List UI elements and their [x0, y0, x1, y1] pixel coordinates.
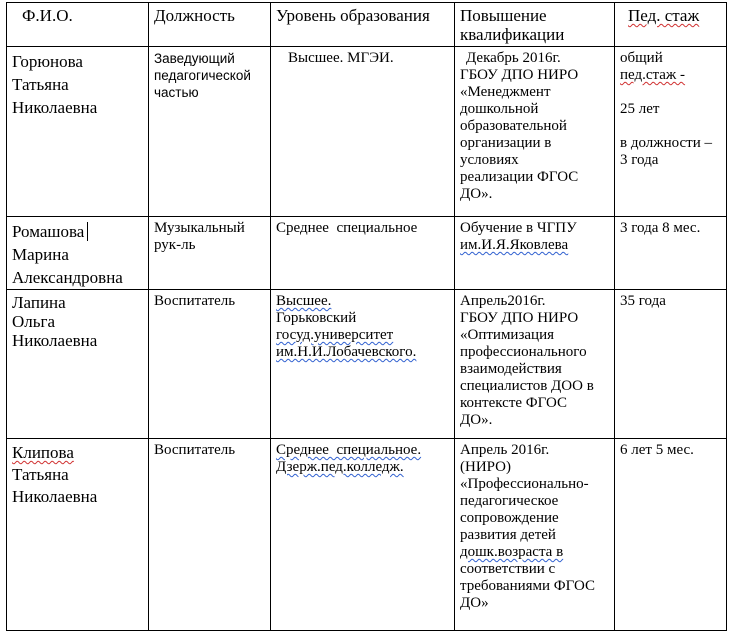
- name-line: [12, 220, 143, 243]
- name-text: Клипова: [12, 443, 74, 462]
- position-line: Воспитатель: [154, 293, 236, 309]
- header-name: Ф.И.О.: [7, 3, 149, 47]
- qualification-line: условиях: [460, 152, 519, 168]
- header-position: Должность: [149, 3, 271, 47]
- position-line: Музыкальный: [154, 220, 245, 236]
- qualification-line: реализации ФГОС: [460, 169, 579, 185]
- qualification-line: «Менеджмент: [460, 84, 551, 100]
- position-line: Заведующий: [154, 51, 235, 66]
- qualification-text: дошк.возраста в: [460, 544, 564, 560]
- cell-experience: [615, 439, 727, 631]
- experience-line: [620, 67, 721, 84]
- qualification-line: сопровождение: [460, 510, 559, 526]
- table-row: [7, 47, 727, 217]
- experience-line: 3 года 8 мес.: [620, 220, 701, 236]
- qualification-line: педагогическое: [460, 493, 559, 509]
- experience-line: 25 лет: [620, 101, 660, 117]
- cell-experience: [615, 47, 727, 217]
- qualification-line: ДО»: [460, 595, 489, 611]
- name-line: Горюнова: [12, 52, 83, 71]
- qualification-line: требованиями ФГОС: [460, 578, 595, 594]
- qualification-line: Обучение в ЧГПУ: [460, 220, 577, 236]
- staff-table: [6, 2, 727, 631]
- experience-line: в должности –: [620, 135, 713, 151]
- qualification-line: «Профессионально-: [460, 476, 589, 492]
- education-text: Среднее специальное.: [276, 442, 422, 458]
- qualification-line: (НИРО): [460, 459, 512, 475]
- header-experience-text: Пед. стаж: [628, 6, 700, 25]
- cell-name: [7, 290, 149, 439]
- name-line: Николаевна: [12, 98, 98, 117]
- cell-education: [271, 290, 455, 439]
- position-line: рук-ль: [154, 237, 196, 253]
- education-line: Высшее. МГЭИ.: [288, 50, 394, 66]
- experience-line: 35 года: [620, 293, 666, 309]
- qualification-line: соответствии с: [460, 561, 556, 577]
- education-line: [276, 293, 449, 310]
- qualification-text: им.И.Я.Яковлева: [460, 237, 569, 253]
- education-line: [276, 327, 449, 344]
- qualification-line: контексте ФГОС: [460, 395, 567, 411]
- name-line: Николаевна: [12, 331, 98, 350]
- name-line: Александровна: [12, 268, 123, 287]
- cell-qualification: [455, 290, 615, 439]
- name-line: Татьяна: [12, 465, 69, 484]
- education-line: [276, 459, 449, 476]
- name-text: Ромашова: [12, 222, 85, 241]
- position-line: Воспитатель: [154, 442, 236, 458]
- qualification-line: Апрель 2016г.: [460, 442, 550, 458]
- experience-line: 3 года: [620, 152, 659, 168]
- cell-position: [149, 217, 271, 290]
- name-line: Николаевна: [12, 487, 98, 506]
- qualification-line: [460, 544, 609, 561]
- spacer: [620, 118, 721, 135]
- qualification-line: взаимодействия: [460, 361, 562, 377]
- qualification-line: дошкольной: [460, 101, 539, 117]
- qualification-line: развития детей: [460, 527, 556, 543]
- text-cursor: [87, 222, 92, 241]
- experience-text: пед.стаж -: [620, 67, 686, 83]
- qualification-line: организации в: [460, 135, 552, 151]
- name-line: Ольга: [12, 312, 56, 331]
- education-text: им.Н.И.Лобачевского.: [276, 344, 417, 360]
- cell-position: [149, 47, 271, 217]
- qualification-line: специалистов ДОО в: [460, 378, 594, 394]
- education-text: Высшее.: [276, 293, 332, 309]
- name-line: Татьяна: [12, 75, 69, 94]
- education-line: [276, 442, 449, 459]
- education-line: Среднее специальное: [276, 220, 418, 236]
- education-line: [276, 344, 449, 361]
- cell-education: [271, 217, 455, 290]
- cell-name: [7, 47, 149, 217]
- name-line: Лапина: [12, 293, 66, 312]
- cell-education: [271, 47, 455, 217]
- qualification-line: ДО».: [460, 186, 493, 202]
- qualification-line: «Оптимизация: [460, 327, 554, 343]
- experience-line: 6 лет 5 мес.: [620, 442, 694, 458]
- cell-position: [149, 439, 271, 631]
- table-row: [7, 290, 727, 439]
- qualification-line: профессионального: [460, 344, 587, 360]
- qualification-line: ГБОУ ДПО НИРО: [460, 67, 579, 83]
- header-education: Уровень образования: [271, 3, 455, 47]
- cell-position: [149, 290, 271, 439]
- qualification-line: образовательной: [460, 118, 567, 134]
- position-line: частью: [154, 85, 199, 100]
- education-text: госуд.университет: [276, 327, 394, 343]
- cell-experience: [615, 290, 727, 439]
- header-experience: [615, 3, 727, 47]
- table-row: [7, 217, 727, 290]
- cell-name: [7, 439, 149, 631]
- qualification-line: ГБОУ ДПО НИРО: [460, 310, 579, 326]
- education-text: Дзерж.пед.колледж.: [276, 459, 404, 475]
- table-row: [7, 439, 727, 631]
- qualification-line: ДО».: [460, 412, 493, 428]
- header-qualification: Повышение квалификации: [455, 3, 615, 47]
- qualification-line: Апрель2016г.: [460, 293, 546, 309]
- name-line: [12, 442, 143, 464]
- cell-qualification: [455, 217, 615, 290]
- experience-line: общий: [620, 50, 663, 66]
- qualification-line: [460, 237, 609, 254]
- cell-education: [271, 439, 455, 631]
- cell-experience: [615, 217, 727, 290]
- name-line: Марина: [12, 245, 69, 264]
- qualification-line: Декабрь 2016г.: [466, 50, 561, 66]
- cell-name: [7, 217, 149, 290]
- cell-qualification: [455, 47, 615, 217]
- education-line: Горьковский: [276, 310, 357, 326]
- position-line: педагогической: [154, 68, 251, 83]
- header-row: [7, 3, 727, 47]
- spacer: [620, 84, 721, 101]
- cell-qualification: [455, 439, 615, 631]
